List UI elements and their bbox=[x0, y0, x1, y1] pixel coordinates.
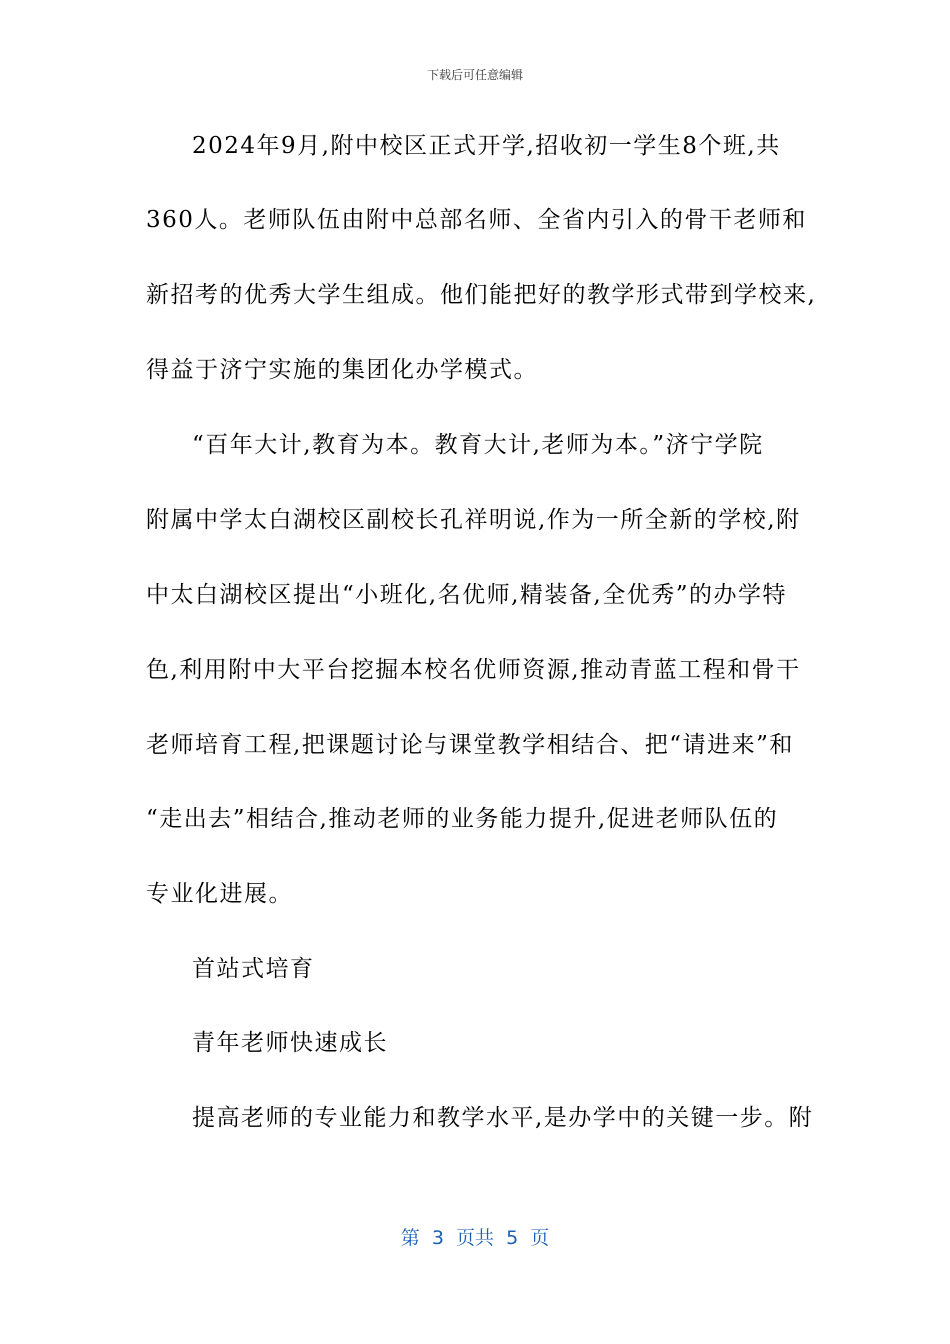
paragraph-line: 2024年9月,附中校区正式开学,招收初一学生8个班,共 bbox=[192, 133, 781, 159]
paragraph-line: “走出去”相结合,推动老师的业务能力提升,促进老师队伍的 bbox=[146, 806, 779, 832]
paragraph-line: 附属中学太白湖校区副校长孔祥明说,作为一所全新的学校,附 bbox=[146, 507, 801, 533]
paragraph-line: 提高老师的专业能力和教学水平,是办学中的关键一步。附 bbox=[192, 1105, 814, 1131]
paragraph-line: 老师培育工程,把课题讨论与课堂教学相结合、把“请进来”和 bbox=[146, 732, 794, 758]
paragraph-line: “百年大计,教育为本。教育大计,老师为本。”济宁学院 bbox=[192, 432, 764, 458]
paragraph-line: 色,利用附中大平台挖掘本校名优师资源,推动青蓝工程和骨干 bbox=[146, 657, 801, 683]
page-header: 下载后可任意编辑 bbox=[426, 68, 523, 82]
page-number: 第 3 页共 5 页 bbox=[400, 1227, 550, 1249]
paragraph-line: 新招考的优秀大学生组成。他们能把好的教学形式带到学校来, bbox=[146, 282, 817, 308]
paragraph-line: 360人。老师队伍由附中总部名师、全省内引入的骨干老师和 bbox=[146, 207, 807, 233]
paragraph-line: 中太白湖校区提出“小班化,名优师,精装备,全优秀”的办学特 bbox=[146, 582, 787, 608]
paragraph-line: 专业化进展。 bbox=[146, 881, 293, 907]
section-subheading: 青年老师快速成长 bbox=[192, 1030, 388, 1056]
section-heading: 首站式培育 bbox=[192, 956, 315, 982]
paragraph-line: 得益于济宁实施的集团化办学模式。 bbox=[146, 357, 538, 383]
